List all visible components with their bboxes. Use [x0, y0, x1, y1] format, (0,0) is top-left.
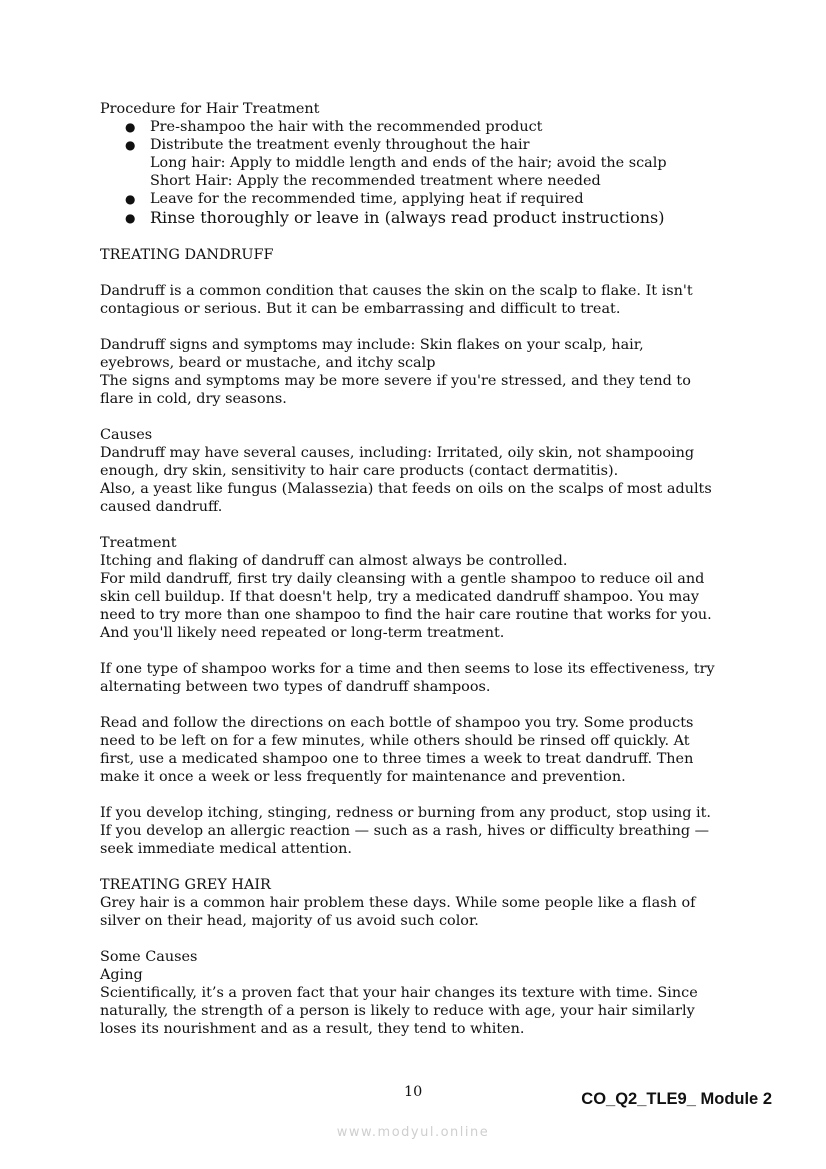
bullet-icon: ● — [125, 211, 136, 225]
grey-hair-heading: TREATING GREY HAIR — [100, 877, 271, 893]
procedure-bullet-3 — [100, 190, 740, 208]
procedure-bullet-2 — [100, 136, 740, 190]
dandruff-warning-line: If you develop an allergic reaction — such as a rash, hives or difficulty breathing — — [100, 823, 710, 839]
procedure-heading: Procedure for Hair Treatment — [100, 101, 320, 117]
dandruff-signs-line: flare in cold, dry seasons. — [100, 391, 287, 407]
dandruff-warning-line: If you develop itching, stinging, redness or burning from any product, stop using it. — [100, 805, 711, 821]
dandruff-directions-line: first, use a medicated shampoo one to three times a week to treat dandruff. Then — [100, 751, 694, 767]
dandruff-directions-line: Read and follow the directions on each bottle of shampoo you try. Some products — [100, 715, 694, 731]
procedure-bullet-4 — [100, 208, 740, 228]
procedure-list — [100, 118, 740, 228]
dandruff-signs-line: The signs and symptoms may be more severe if you're stressed, and they tend to — [100, 373, 691, 389]
procedure-bullet-text: Pre-shampoo the hair with the recommended product — [150, 119, 543, 135]
dandruff-causes-line: caused dandruff. — [100, 499, 223, 515]
watermark: www.modyul.online — [336, 1125, 490, 1140]
page-number: 10 — [404, 1084, 423, 1100]
bullet-icon: ● — [125, 192, 136, 206]
procedure-sub-line-short-hair: Short Hair: Apply the recommended treatment where needed — [150, 173, 601, 189]
procedure-bullet-text: Distribute the treatment evenly throughout the hair — [150, 137, 530, 153]
dandruff-causes-line: Dandruff may have several causes, including: Irritated, oily skin, not shampooing — [100, 445, 695, 461]
dandruff-treatment-line: And you'll likely need repeated or long-term treatment. — [100, 625, 505, 641]
page-content — [100, 100, 740, 1038]
dandruff-signs-line: eyebrows, beard or mustache, and itchy scalp — [100, 355, 436, 371]
dandruff-warning-line: seek immediate medical attention. — [100, 841, 353, 857]
dandruff-heading: TREATING DANDRUFF — [100, 247, 274, 263]
dandruff-causes-line: enough, dry skin, sensitivity to hair care products (contact dermatitis). — [100, 463, 619, 479]
dandruff-treatment-line: skin cell buildup. If that doesn't help, try a medicated dandruff shampoo. You may — [100, 589, 699, 605]
procedure-bullet-text: Rinse thoroughly or leave in (always read product instructions) — [150, 208, 665, 227]
grey-hair-causes-heading: Some Causes — [100, 949, 198, 965]
dandruff-directions-line: need to be left on for a few minutes, while others should be rinsed off quickly. At — [100, 733, 690, 749]
procedure-bullet-1 — [100, 118, 740, 136]
module-code: CO_Q2_TLE9_ Module 2 — [581, 1090, 772, 1108]
grey-hair-aging-line: loses its nourishment and as a result, they tend to whiten. — [100, 1021, 525, 1037]
dandruff-causes-heading: Causes — [100, 427, 153, 443]
dandruff-intro-line: contagious or serious. But it can be embarrassing and difficult to treat. — [100, 301, 621, 317]
dandruff-treatment-line: need to try more than one shampoo to find the hair care routine that works for you. — [100, 607, 712, 623]
dandruff-causes-line: Also, a yeast like fungus (Malassezia) that feeds on oils on the scalps of most adults — [100, 481, 712, 497]
bullet-icon: ● — [125, 138, 136, 152]
grey-hair-aging-line: naturally, the strength of a person is likely to reduce with age, your hair similarly — [100, 1003, 695, 1019]
procedure-sub-line-long-hair: Long hair: Apply to middle length and ends of the hair; avoid the scalp — [150, 155, 667, 171]
dandruff-treatment-heading: Treatment — [100, 535, 177, 551]
grey-hair-aging-heading: Aging — [100, 967, 143, 983]
grey-hair-intro-line: Grey hair is a common hair problem these days. While some people like a flash of — [100, 895, 696, 911]
bullet-icon: ● — [125, 120, 136, 134]
dandruff-alternating-line: If one type of shampoo works for a time and then seems to lose its effectiveness, try — [100, 661, 715, 677]
grey-hair-aging-line: Scientifically, it’s a proven fact that your hair changes its texture with time. Since — [100, 985, 698, 1001]
dandruff-signs-line: Dandruff signs and symptoms may include: Skin flakes on your scalp, hair, — [100, 337, 644, 353]
dandruff-directions-line: make it once a week or less frequently for maintenance and prevention. — [100, 769, 626, 785]
procedure-bullet-text: Leave for the recommended time, applying heat if required — [150, 191, 584, 207]
grey-hair-intro-line: silver on their head, majority of us avoid such color. — [100, 913, 479, 929]
dandruff-treatment-line: Itching and flaking of dandruff can almost always be controlled. — [100, 553, 568, 569]
dandruff-treatment-line: For mild dandruff, first try daily cleansing with a gentle shampoo to reduce oil and — [100, 571, 705, 587]
dandruff-intro-line: Dandruff is a common condition that causes the skin on the scalp to flake. It isn't — [100, 283, 693, 299]
dandruff-alternating-line: alternating between two types of dandruff shampoos. — [100, 679, 491, 695]
